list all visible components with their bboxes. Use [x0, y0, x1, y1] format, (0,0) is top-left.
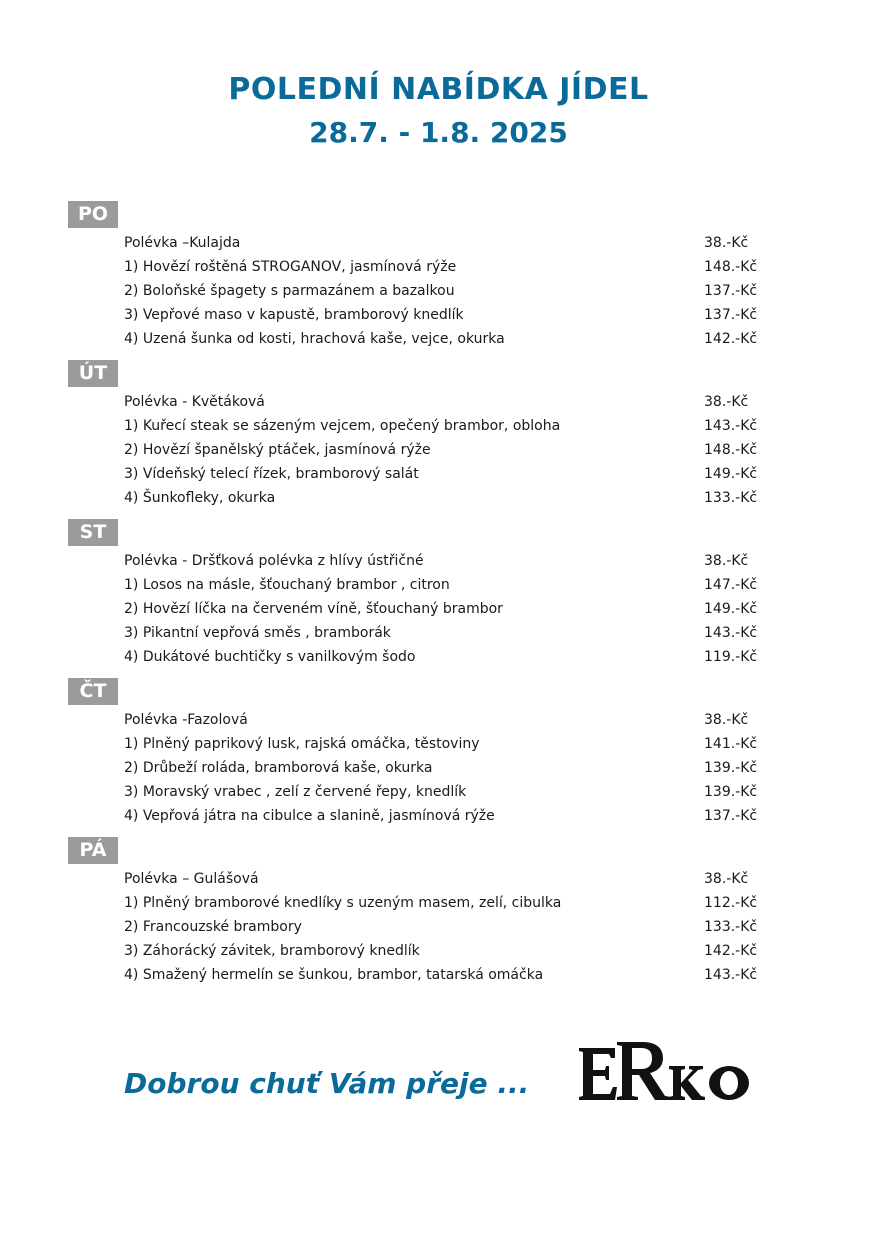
closing-wish: Dobrou chuť Vám přeje ...: [124, 1067, 530, 1100]
dish-row: [124, 804, 764, 828]
dish-row: [124, 732, 764, 756]
dish-row: [124, 963, 764, 987]
dish-name: 2) Hovězí španělský ptáček, jasmínová rýže: [124, 442, 431, 458]
dish-row: [124, 939, 764, 963]
dish-price: 143.-Kč: [704, 967, 758, 983]
dish-name: 3) Vídeňský telecí řízek, bramborový salát: [124, 466, 419, 482]
dish-list: [124, 549, 764, 669]
dish-name: 3) Záhorácký závitek, bramborový knedlík: [124, 943, 420, 959]
dish-price: 139.-Kč: [704, 760, 758, 776]
day-label: ST: [68, 519, 118, 546]
dish-row: [124, 597, 764, 621]
dish-price: 119.-Kč: [704, 649, 758, 665]
dish-row: [124, 621, 764, 645]
dish-price: 38.-Kč: [704, 235, 749, 251]
weekly-menu: [68, 201, 768, 996]
dish-list: [124, 231, 764, 351]
dish-price: 137.-Kč: [704, 307, 758, 323]
day-section-monday: [68, 201, 768, 360]
dish-price: 112.-Kč: [704, 895, 758, 911]
dish-price: 142.-Kč: [704, 331, 758, 347]
dish-price: 149.-Kč: [704, 601, 758, 617]
dish-name: 1) Kuřecí steak se sázeným vejcem, opečený brambor, obloha: [124, 418, 561, 434]
dish-name: 4) Vepřová játra na cibulce a slanině, jasmínová rýže: [124, 808, 495, 824]
dish-name: Polévka - Květáková: [124, 394, 265, 410]
dish-row: [124, 327, 764, 351]
dish-row: [124, 708, 764, 732]
day-section-wednesday: [68, 519, 768, 678]
dish-row: [124, 645, 764, 669]
dish-price: 147.-Kč: [704, 577, 758, 593]
day-label: ČT: [68, 678, 118, 705]
dish-row: [124, 891, 764, 915]
dish-price: 38.-Kč: [704, 553, 749, 569]
dish-name: 1) Losos na másle, šťouchaný brambor , citron: [124, 577, 450, 593]
dish-price: 137.-Kč: [704, 283, 758, 299]
dish-name: 3) Moravský vrabec , zelí z červené řepy, knedlík: [124, 784, 467, 800]
dish-price: 137.-Kč: [704, 808, 758, 824]
dish-price: 38.-Kč: [704, 871, 749, 887]
dish-name: 4) Šunkofleky, okurka: [124, 490, 276, 506]
dish-name: 4) Dukátové buchtičky s vanilkovým šodo: [124, 649, 416, 665]
dish-name: 2) Boloňské špagety s parmazánem a bazalkou: [124, 283, 455, 299]
dish-row: [124, 780, 764, 804]
dish-price: 141.-Kč: [704, 736, 758, 752]
page-title: POLEDNÍ NABÍDKA JÍDEL: [228, 72, 649, 107]
dish-price: 148.-Kč: [704, 259, 758, 275]
dish-name: 4) Smažený hermelín se šunkou, brambor, tatarská omáčka: [124, 967, 544, 983]
menu-header: [0, 70, 877, 154]
dish-name: 2) Francouzské brambory: [124, 919, 302, 935]
dish-price: 143.-Kč: [704, 625, 758, 641]
day-label: PÁ: [68, 837, 118, 864]
dish-row: [124, 390, 764, 414]
dish-name: Polévka – Gulášová: [124, 871, 259, 887]
dish-price: 142.-Kč: [704, 943, 758, 959]
dish-row: [124, 915, 764, 939]
dish-price: 139.-Kč: [704, 784, 758, 800]
dish-list: [124, 708, 764, 828]
dish-name: 3) Pikantní vepřová směs , bramborák: [124, 625, 391, 641]
dish-price: 38.-Kč: [704, 394, 749, 410]
day-label: ÚT: [68, 360, 118, 387]
dish-row: [124, 549, 764, 573]
dish-row: [124, 303, 764, 327]
dish-name: Polévka -Fazolová: [124, 712, 248, 728]
dish-name: 1) Plněný paprikový lusk, rajská omáčka, těstoviny: [124, 736, 480, 752]
dish-name: 2) Drůbeží roláda, bramborová kaše, okurka: [124, 760, 433, 776]
day-section-friday: [68, 837, 768, 996]
erko-logo: [577, 1040, 753, 1104]
dish-price: 148.-Kč: [704, 442, 758, 458]
dish-name: Polévka - Dršťková polévka z hlívy ústřičné: [124, 553, 424, 569]
dish-name: 3) Vepřové maso v kapustě, bramborový knedlík: [124, 307, 464, 323]
dish-row: [124, 231, 764, 255]
dish-row: [124, 255, 764, 279]
dish-price: 133.-Kč: [704, 919, 758, 935]
day-section-thursday: [68, 678, 768, 837]
dish-list: [124, 390, 764, 510]
dish-price: 38.-Kč: [704, 712, 749, 728]
dish-row: [124, 867, 764, 891]
dish-name: 2) Hovězí líčka na červeném víně, šťouchaný brambor: [124, 601, 503, 617]
dish-price: 149.-Kč: [704, 466, 758, 482]
dish-row: [124, 414, 764, 438]
dish-price: 143.-Kč: [704, 418, 758, 434]
dish-row: [124, 573, 764, 597]
dish-row: [124, 756, 764, 780]
dish-row: [124, 438, 764, 462]
dish-name: 1) Hovězí roštěná STROGANOV, jasmínová rýže: [124, 259, 457, 275]
dish-row: [124, 486, 764, 510]
dish-price: 133.-Kč: [704, 490, 758, 506]
day-label: PO: [68, 201, 118, 228]
date-range: 28.7. - 1.8. 2025: [309, 116, 568, 149]
dish-name: 4) Uzená šunka od kosti, hrachová kaše, vejce, okurka: [124, 331, 505, 347]
dish-row: [124, 462, 764, 486]
dish-list: [124, 867, 764, 987]
day-section-tuesday: [68, 360, 768, 519]
dish-row: [124, 279, 764, 303]
dish-name: Polévka –Kulajda: [124, 235, 241, 251]
dish-name: 1) Plněný bramborové knedlíky s uzeným masem, zelí, cibulka: [124, 895, 562, 911]
